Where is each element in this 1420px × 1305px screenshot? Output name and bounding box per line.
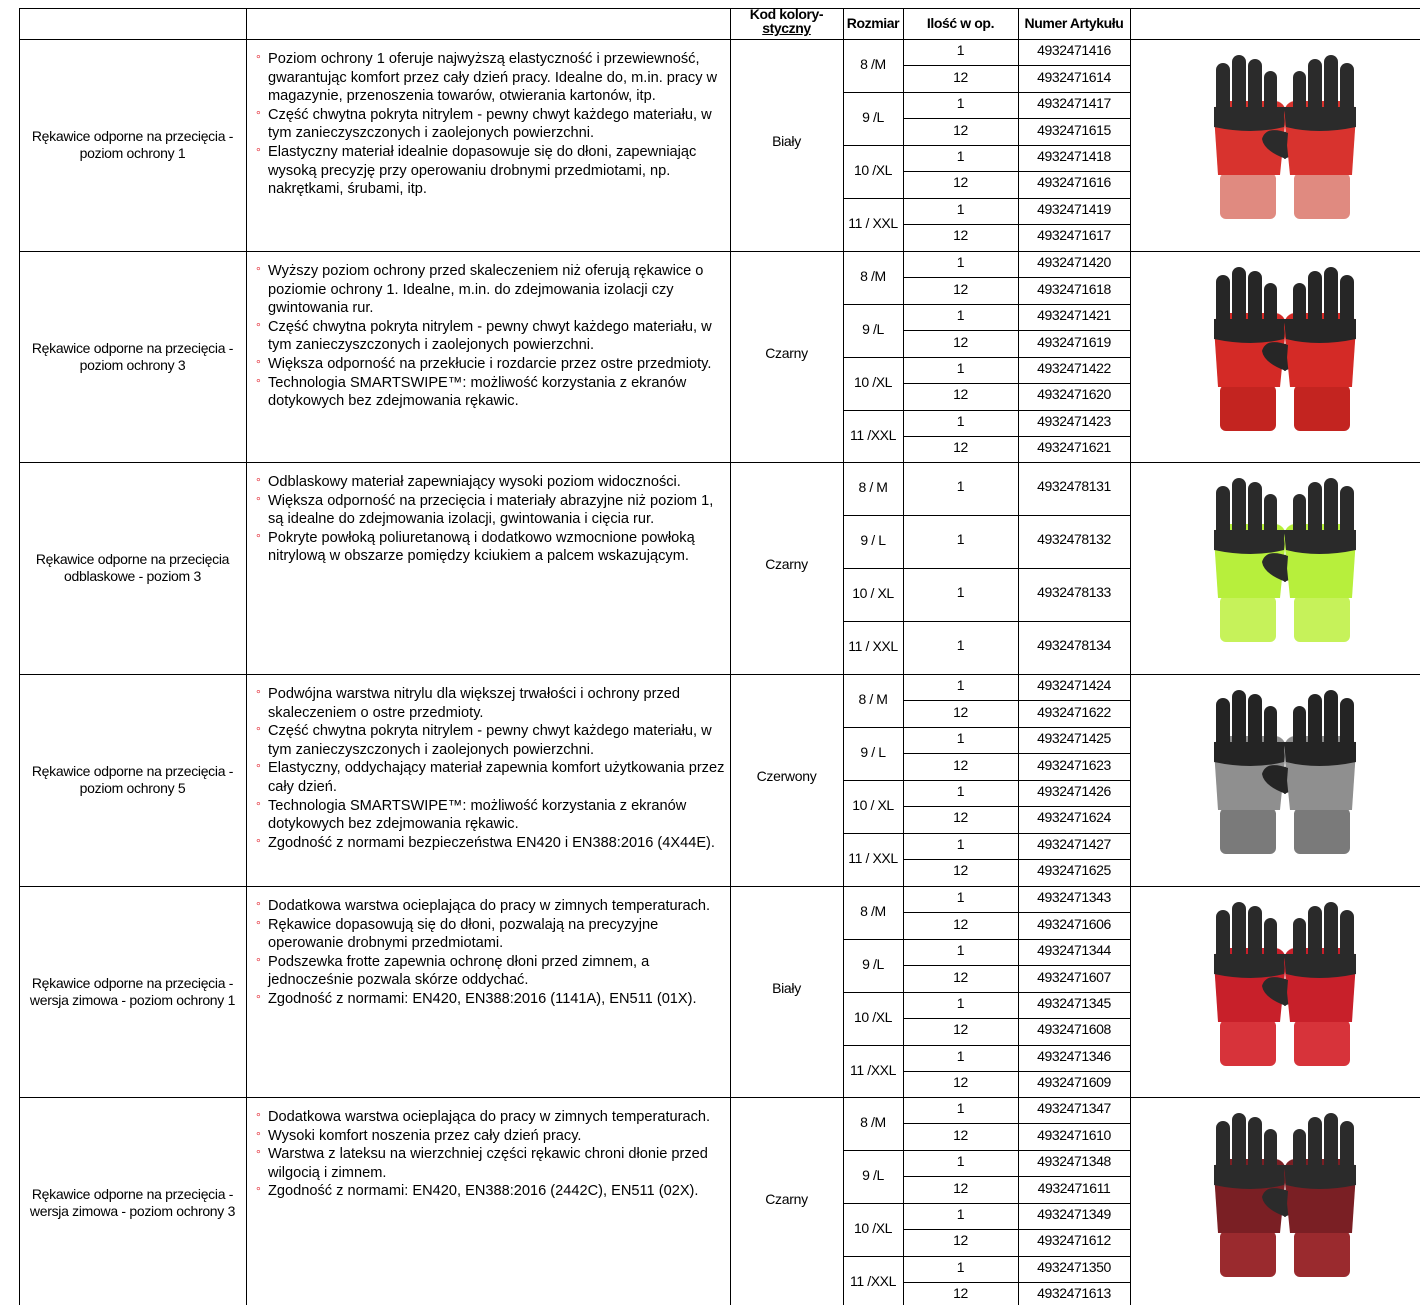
grid-line (843, 833, 1130, 834)
pack-qty: 12 (953, 968, 968, 985)
article-number: 4932471346 (1037, 1047, 1111, 1064)
pack-qty: 1 (956, 531, 965, 548)
product-name-line: Rękawice odporne na przecięcia - (31, 1185, 234, 1202)
header-color-code (730, 7, 843, 35)
product-name-line: Rękawice odporne na przecięcia - (31, 763, 234, 779)
article-number: 4932471620 (1037, 386, 1111, 403)
pack-qty: 1 (956, 95, 965, 112)
pack-qty: 1 (956, 835, 965, 852)
pack-qty: 1 (956, 200, 965, 217)
bullet-icon: ° (256, 375, 261, 390)
description-bullet: ° Część chwytna pokryta nitrylem - pewny chwyt każdego materiału, w tym zanieczyszczonych i zaolejonych powierzchni. (256, 106, 712, 142)
grid-line (903, 118, 1130, 119)
product-name-line: poziom ochrony 1 (79, 145, 186, 161)
article-number: 4932471625 (1037, 862, 1111, 879)
bullet-icon: ° (256, 1128, 261, 1143)
grid-line (903, 806, 1130, 807)
color-code: Czarny (765, 344, 808, 361)
size-label: 9 /L (862, 109, 884, 126)
header-size (843, 16, 903, 30)
article-number: 4932478132 (1037, 531, 1111, 548)
bullet-icon: ° (256, 991, 261, 1006)
article-number: 4932471350 (1037, 1258, 1111, 1275)
description-bullet: ° Dodatkowa warstwa ocieplająca do pracy w zimnych temperaturach. (256, 898, 711, 914)
article-number: 4932478131 (1037, 478, 1111, 495)
pack-qty: 12 (953, 227, 968, 244)
product-name (19, 763, 246, 797)
pack-qty: 1 (956, 42, 965, 59)
pack-qty: 12 (953, 862, 968, 879)
article-number: 4932471613 (1037, 1285, 1111, 1302)
bullet-icon: ° (256, 319, 261, 334)
glove-red-black-icon (1190, 267, 1380, 447)
product-name-line: Rękawice odporne na przecięcia (35, 551, 230, 567)
pack-qty: 1 (956, 782, 965, 799)
article-number: 4932471347 (1037, 1100, 1111, 1117)
bullet-icon: ° (256, 724, 261, 739)
grid-line (246, 8, 247, 1305)
description-bullet: ° Elastyczny, oddychający materiał zapewnia komfort użytkowania przez cały dzień. (256, 760, 725, 795)
pack-qty: 12 (953, 756, 968, 773)
pack-qty: 1 (956, 1153, 965, 1170)
pack-qty: 12 (953, 1021, 968, 1038)
description-bullet: ° Większa odporność na przecięcia i materiały abrazyjne niż poziom 1, są idealne do zdejmowania izolacji, gwintowania i cięcia rur. (256, 492, 714, 528)
pack-qty: 1 (956, 254, 965, 271)
size-label: 8 / M (858, 691, 888, 708)
product-name (19, 340, 246, 374)
grid-line (843, 992, 1130, 993)
article-number: 4932471624 (1037, 809, 1111, 826)
size-label: 10 /XL (853, 374, 893, 391)
color-code: Czerwony (756, 768, 817, 784)
product-description (248, 897, 728, 1009)
grid-line (903, 1176, 1130, 1177)
product-name-line: poziom ochrony 3 (79, 356, 186, 373)
bullet-icon: ° (256, 475, 261, 489)
product-name (19, 975, 246, 1009)
size-label: 11 / XXL (848, 638, 898, 655)
bullet-icon: ° (256, 761, 261, 776)
article-number: 4932478133 (1037, 584, 1111, 601)
glove-winter-dark-icon (1190, 1113, 1380, 1293)
size-label: 9 / L (860, 532, 886, 549)
grid-line (19, 1097, 1420, 1098)
grid-line (843, 92, 1130, 93)
grid-line (19, 886, 1420, 887)
article-number: 4932471622 (1037, 703, 1111, 720)
bullet-icon: ° (256, 835, 261, 850)
grid-line (19, 8, 20, 1305)
article-number: 4932471610 (1037, 1126, 1111, 1143)
pack-qty: 1 (956, 1258, 965, 1275)
grid-line (903, 753, 1130, 754)
size-label: 8 /M (860, 56, 886, 73)
pack-qty: 12 (953, 809, 968, 826)
grid-line (19, 251, 1420, 252)
pack-qty: 1 (956, 147, 965, 164)
color-code: Czarny (765, 556, 808, 572)
size-label: 10 / XL (852, 797, 894, 814)
size-label: 10 / XL (852, 585, 894, 602)
grid-line (843, 1045, 1130, 1046)
description-bullet: ° Wysoki komfort noszenia przez cały dzień pracy. (256, 1127, 582, 1144)
size-label: 11 / XXL (848, 215, 898, 232)
size-label: 8 /M (860, 1114, 886, 1131)
size-label: 10 /XL (853, 1009, 893, 1026)
grid-line (903, 171, 1130, 172)
pack-qty: 1 (956, 994, 965, 1011)
product-name-line: Rękawice odporne na przecięcia - (31, 974, 234, 991)
grid-line (843, 198, 1130, 199)
grid-line (903, 330, 1130, 331)
pack-qty: 12 (953, 1126, 968, 1143)
pack-qty: 12 (953, 280, 968, 297)
pack-qty: 1 (956, 584, 965, 601)
size-label: 8 /M (860, 268, 886, 285)
grid-line (843, 304, 1130, 305)
article-number: 4932471348 (1037, 1153, 1111, 1170)
pack-qty: 1 (956, 1047, 965, 1064)
article-number: 4932471344 (1037, 942, 1111, 959)
article-number: 4932471424 (1037, 677, 1111, 694)
grid-line (843, 780, 1130, 781)
size-label: 11 /XXL (850, 427, 896, 444)
size-label: 9 /L (862, 1167, 884, 1184)
size-label: 11 /XXL (850, 1273, 896, 1290)
article-number: 4932471420 (1037, 254, 1111, 271)
size-label: 11 / XXL (848, 850, 898, 867)
color-code: Biały (772, 133, 801, 149)
glove-hivis-black-icon (1190, 478, 1380, 658)
product-name-line: odblaskowe - poziom 3 (64, 568, 201, 584)
header-line: Ilość w op. (926, 15, 995, 31)
pack-qty: 1 (956, 677, 965, 694)
bullet-icon: ° (256, 1184, 261, 1199)
pack-qty: 1 (956, 412, 965, 429)
article-number: 4932471614 (1037, 68, 1111, 85)
grid-line (903, 224, 1130, 225)
pack-qty: 1 (956, 1205, 965, 1222)
product-name-line: Rękawice odporne na przecięcia - (31, 128, 234, 144)
pack-qty: 12 (953, 333, 968, 350)
grid-line (843, 1256, 1130, 1257)
pack-qty: 12 (953, 121, 968, 138)
header-line: Kod kolory- (749, 6, 824, 22)
grid-line (19, 674, 1420, 675)
header-line: Rozmiar (846, 15, 900, 31)
pack-qty: 1 (956, 889, 965, 906)
description-bullet: ° Technologia SMARTSWIPE™: możliwość korzystania z ekranów dotykowych bez zdejmowania rękawic. (256, 797, 687, 833)
pack-qty: 12 (953, 915, 968, 932)
size-label: 9 /L (862, 321, 884, 338)
grid-line (843, 410, 1130, 411)
description-bullet: ° Warstwa z lateksu na wierzchniej części rękawic chroni dłonie przed wilgocią i zimnem. (256, 1146, 708, 1181)
bullet-icon: ° (256, 954, 261, 969)
bullet-icon: ° (256, 52, 261, 66)
grid-line (903, 65, 1130, 66)
product-description (248, 262, 728, 411)
bullet-icon: ° (256, 798, 261, 813)
description-bullet: ° Odblaskowy materiał zapewniający wysoki poziom widoczności. (256, 474, 681, 490)
article-number: 4932471419 (1037, 200, 1111, 217)
article-number: 4932471427 (1037, 835, 1111, 852)
bullet-icon: ° (256, 1110, 261, 1124)
grid-line (903, 1229, 1130, 1230)
article-number: 4932471623 (1037, 756, 1111, 773)
pack-qty: 12 (953, 174, 968, 191)
pack-qty: 1 (956, 730, 965, 747)
header-qty (903, 16, 1018, 30)
bullet-icon: ° (256, 917, 261, 932)
grid-line (903, 1071, 1130, 1072)
article-number: 4932471618 (1037, 280, 1111, 297)
glove-winter-red-icon (1190, 902, 1380, 1082)
article-number: 4932471611 (1037, 1179, 1111, 1196)
grid-line (843, 621, 1130, 622)
size-label: 10 /XL (853, 162, 893, 179)
grid-line (903, 1282, 1130, 1283)
grid-line (903, 912, 1130, 913)
description-bullet: ° Część chwytna pokryta nitrylem - pewny chwyt każdego materiału, w tym zanieczyszczonych i zaolejonych powierzchni. (256, 723, 712, 758)
grid-line (843, 357, 1130, 358)
grid-line (903, 965, 1130, 966)
grid-line (903, 1018, 1130, 1019)
description-bullet: ° Zgodność z normami bezpieczeństwa EN420 i EN388:2016 (4X44E). (256, 834, 715, 851)
product-description (248, 1108, 728, 1201)
product-name (19, 1186, 246, 1220)
pack-qty: 12 (953, 703, 968, 720)
article-number: 4932471426 (1037, 782, 1111, 799)
grid-line (903, 859, 1130, 860)
header-line: Numer Artykułu (1024, 15, 1124, 31)
pack-qty: 12 (953, 1232, 968, 1249)
pack-qty: 1 (956, 478, 965, 495)
color-code: Biały (772, 979, 801, 996)
article-number: 4932471608 (1037, 1021, 1111, 1038)
pack-qty: 12 (953, 1074, 968, 1091)
pack-qty: 1 (956, 359, 965, 376)
description-bullet: ° Podwójna warstwa nitrylu dla większej trwałości i ochrony przed skaleczeniem o ostre przedmioty. (256, 686, 681, 721)
description-bullet: ° Część chwytna pokryta nitrylem - pewny chwyt każdego materiału, w tym zanieczyszczonych i zaolejonych powierzchni. (256, 318, 712, 354)
pack-qty: 12 (953, 386, 968, 403)
article-number: 4932471619 (1037, 333, 1111, 350)
size-label: 8 /M (860, 903, 886, 920)
description-bullet: ° Zgodność z normami: EN420, EN388:2016 (1141A), EN511 (01X). (256, 990, 697, 1007)
header-article (1018, 16, 1130, 30)
product-name-line: wersja zimowa - poziom ochrony 3 (29, 1202, 236, 1219)
grid-line (19, 462, 1420, 463)
description-bullet: ° Poziom ochrony 1 oferuje najwyższą elastyczność i przewiewność, gwarantując komfort przez cały dzień pracy. Idealne do, m.in. pracy w magazynie, przenoszenia towarów, otwierania kartonów, itp. (256, 51, 718, 105)
grid-line (843, 727, 1130, 728)
grid-line (903, 436, 1130, 437)
product-name-line: wersja zimowa - poziom ochrony 1 (29, 991, 236, 1008)
grid-line (903, 700, 1130, 701)
grid-line (843, 145, 1130, 146)
article-number: 4932471615 (1037, 121, 1111, 138)
article-number: 4932471606 (1037, 915, 1111, 932)
header-line: styczny (762, 20, 811, 36)
pack-qty: 1 (956, 942, 965, 959)
pack-qty: 12 (953, 439, 968, 456)
product-description (248, 685, 728, 852)
description-bullet: ° Technologia SMARTSWIPE™: możliwość korzystania z ekranów dotykowych bez zdejmowania rękawic. (256, 374, 687, 410)
description-bullet: ° Elastyczny materiał idealnie dopasowuje się do dłoni, zapewniając wysoką precyzję przy operowaniu drobnymi przedmiotami, np. nakrętkami, śrubami, itp. (256, 143, 697, 198)
article-number: 4932471345 (1037, 994, 1111, 1011)
grid-line (843, 515, 1130, 516)
grid-line (903, 277, 1130, 278)
size-label: 10 /XL (853, 1220, 893, 1237)
article-number: 4932471607 (1037, 968, 1111, 985)
article-number: 4932471349 (1037, 1205, 1111, 1222)
bullet-icon: ° (256, 107, 261, 122)
article-number: 4932471609 (1037, 1074, 1111, 1091)
grid-line (730, 8, 731, 1305)
product-description (248, 50, 728, 199)
description-bullet: ° Pokryte powłoką poliuretanową i dodatkowo wzmocnione powłoką nitrylową w obszarze pomiędzy kciukiem a palcem wskazującym. (256, 529, 695, 565)
product-name (19, 128, 246, 162)
glove-grey-black-icon (1190, 690, 1380, 870)
size-label: 9 / L (860, 744, 886, 761)
grid-line (843, 1203, 1130, 1204)
article-number: 4932471612 (1037, 1232, 1111, 1249)
pack-qty: 12 (953, 1285, 968, 1302)
article-number: 4932471416 (1037, 42, 1111, 59)
article-number: 4932471617 (1037, 227, 1111, 244)
article-number: 4932471418 (1037, 147, 1111, 164)
description-bullet: ° Podszewka frotte zapewnia ochronę dłoni przed zimnem, a jednocześnie pozwala skórze oddychać. (256, 953, 650, 989)
bullet-icon: ° (256, 899, 261, 913)
article-number: 4932471621 (1037, 439, 1111, 456)
pack-qty: 1 (956, 1100, 965, 1117)
product-name (19, 551, 246, 585)
bullet-icon: ° (256, 687, 261, 701)
size-label: 8 / M (858, 479, 888, 496)
bullet-icon: ° (256, 264, 261, 278)
bullet-icon: ° (256, 144, 261, 159)
product-description (248, 473, 728, 566)
article-number: 4932471425 (1037, 730, 1111, 747)
size-label: 9 /L (862, 956, 884, 973)
color-code: Czarny (765, 1190, 808, 1207)
description-bullet: ° Wyższy poziom ochrony przed skaleczeniem niż oferują rękawice o poziomie ochrony 1. Idealne, m.in. do zdejmowania izolacji czy gwintowania rur. (256, 263, 704, 317)
description-bullet: ° Zgodność z normami: EN420, EN388:2016 (2442C), EN511 (02X). (256, 1183, 699, 1200)
bullet-icon: ° (256, 1147, 261, 1162)
grid-line (843, 1150, 1130, 1151)
description-bullet: ° Większa odporność na przekłucie i rozdarcie przez ostre przedmioty. (256, 355, 712, 372)
description-bullet: ° Rękawice dopasowują się do dłoni, pozwalają na precyzyjne operowanie drobnymi przedmiotami. (256, 916, 659, 952)
pack-qty: 1 (956, 307, 965, 324)
article-number: 4932471423 (1037, 412, 1111, 429)
grid-line (19, 8, 1420, 9)
bullet-icon: ° (256, 356, 261, 371)
article-number: 4932471421 (1037, 307, 1111, 324)
pack-qty: 12 (953, 68, 968, 85)
size-label: 11 /XXL (850, 1062, 896, 1079)
grid-line (903, 383, 1130, 384)
grid-line (19, 39, 1420, 40)
grid-line (903, 1123, 1130, 1124)
grid-line (843, 568, 1130, 569)
grid-line (843, 939, 1130, 940)
pack-qty: 12 (953, 1179, 968, 1196)
product-name-line: poziom ochrony 5 (79, 780, 186, 796)
grid-line (843, 8, 844, 1305)
description-bullet: ° Dodatkowa warstwa ocieplająca do pracy w zimnych temperaturach. (256, 1109, 711, 1125)
bullet-icon: ° (256, 493, 261, 508)
article-number: 4932471343 (1037, 889, 1111, 906)
article-number: 4932471417 (1037, 95, 1111, 112)
article-number: 4932478134 (1037, 637, 1111, 654)
product-name-line: Rękawice odporne na przecięcia - (31, 339, 234, 356)
glove-red-black-icon (1190, 55, 1380, 235)
article-number: 4932471422 (1037, 359, 1111, 376)
grid-line (1130, 8, 1131, 1305)
pack-qty: 1 (956, 637, 965, 654)
bullet-icon: ° (256, 530, 261, 545)
article-number: 4932471616 (1037, 174, 1111, 191)
